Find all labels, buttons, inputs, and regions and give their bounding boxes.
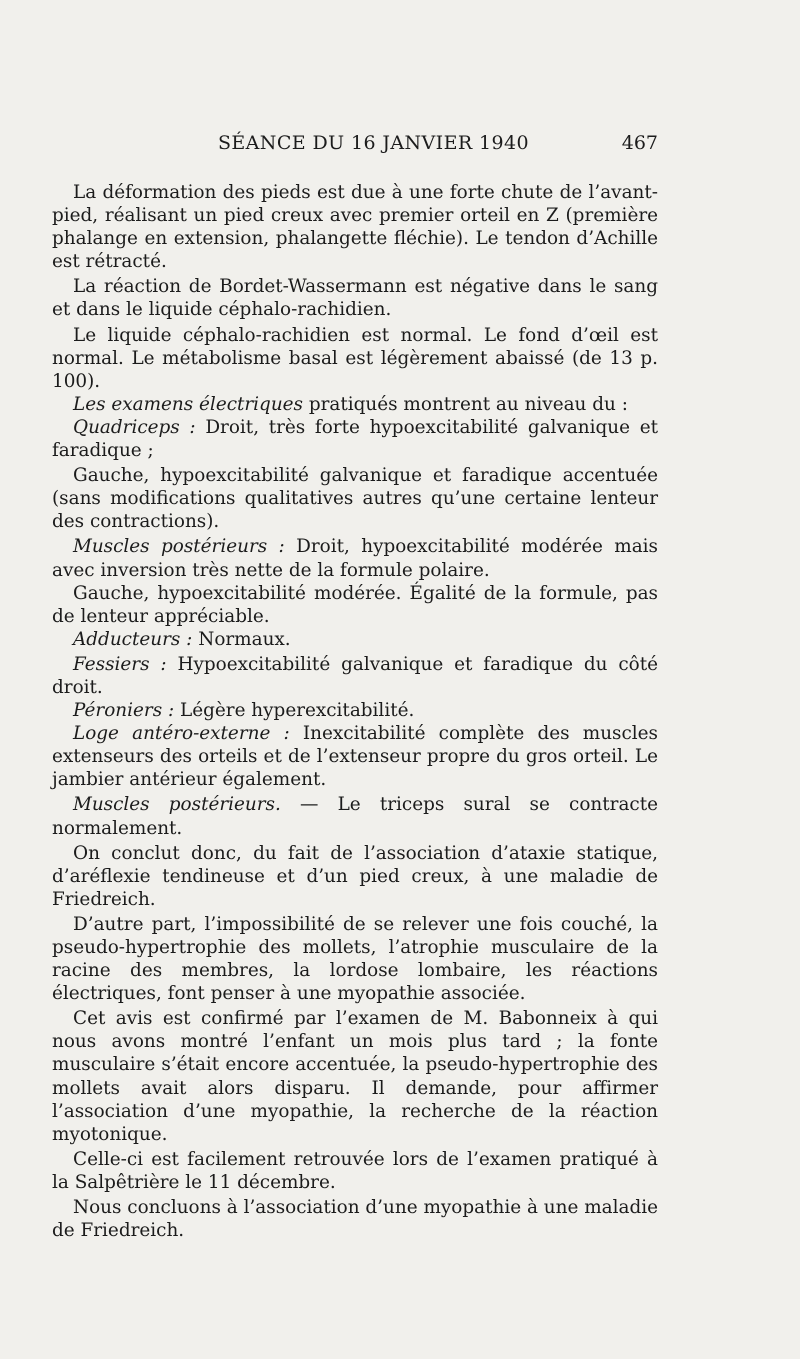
paragraph-quadriceps-left: Gauche, hypoexcitabilité galvanique et faradique accentuée (sans modifications qualitatives autres qu’une certaine lenteur des contractions). (52, 465, 658, 533)
paragraph-peroneals: Péroniers : Légère hyperexcitabilité. (73, 700, 415, 722)
paragraph-lead: Quadriceps : (73, 416, 196, 438)
paragraph-quadriceps: Quadriceps : Droit, très forte hypoexcitabilité galvanique et faradique ; (52, 416, 658, 462)
paragraph-gluteals: Fessiers : Hypoexcitabilité galvanique et faradique du côté droit. (52, 653, 658, 698)
paragraph-lead: Les examens électriques (73, 393, 303, 415)
paragraph-salpetriere: Celle-ci est facilement retrouvée lors de l’examen pratiqué à la Salpêtrière le 11 décembre. (52, 1148, 658, 1193)
paragraph-electrical-exams: Les examens électriques pratiqués montrent au niveau du : (73, 393, 628, 415)
paragraph-anterolateral: Loge antéro-externe : Inexcitabilité complète des muscles extenseurs des orteils et de l’extenseur propre du gros orteil. Le jambier antérieur également. (52, 723, 658, 791)
paragraph-lead: Muscles postérieurs : (73, 536, 285, 558)
paragraph-foot-deformation: La déformation des pieds est due à une forte chute de l’avant-pied, réalisant un pied creux avec premier orteil en Z (première phalange en extension, phalangette fléchie). Le tendon d’Achille est rétracté. (52, 182, 658, 273)
paragraph-wassermann: La réaction de Bordet-Wassermann est négative dans le sang et dans le liquide céphalo-rachidien. (52, 276, 658, 321)
paragraph-adductors: Adducteurs : Normaux. (73, 628, 291, 650)
paragraph-lead: Péroniers : (73, 700, 175, 722)
running-title: SÉANCE DU 16 JANVIER 1940 (218, 132, 529, 154)
paragraph-lead: Adducteurs : (73, 628, 193, 650)
paragraph-lead: Loge antéro-externe : (73, 723, 290, 745)
page-number: 467 (621, 132, 658, 154)
paragraph-csf-metabolism: Le liquide céphalo-rachidien est normal. Le fond d’œil est normal. Le métabolisme basal est légèrement abaissé (de 13 p. 100). (52, 324, 658, 392)
body-text (52, 181, 658, 1242)
paragraph-conclusion-friedreich: On conclut donc, du fait de l’association d’ataxie statique, d’aréflexie tendineuse et d’un pied creux, à une maladie de Friedreich. (52, 842, 658, 910)
paragraph-triceps-sural: Muscles postérieurs. — Le triceps sural se contracte normalement. (52, 794, 658, 839)
paragraph-myopathy-signs: D’autre part, l’impossibilité de se relever une fois couché, la pseudo-hypertrophie des mollets, l’atrophie musculaire de la racine des membres, la lordose lombaire, les réactions électriques, font penser à une myopathie associée. (52, 913, 658, 1005)
paragraph-lead: Muscles postérieurs. (73, 794, 281, 816)
page-header (50, 132, 658, 158)
paragraph-lead: Fessiers : (73, 653, 167, 675)
paragraph-final-conclusion: Nous concluons à l’association d’une myopathie à une maladie de Friedreich. (52, 1197, 658, 1242)
paragraph-posterior-muscles: Muscles postérieurs : Droit, hypoexcitabilité modérée mais avec inversion très nette de la formule polaire. (52, 536, 658, 581)
paragraph-babonneix: Cet avis est confirmé par l’examen de M. Babonneix à qui nous avons montré l’enfant un mois plus tard ; la fonte musculaire s’était encore accentuée, la pseudo-hypertrophie des mollets avait alors disparu. Il demande, pour affirmer l’association d’une myopathie, la recherche de la réaction myotonique. (52, 1008, 658, 1145)
paragraph-posterior-left: Gauche, hypoexcitabilité modérée. Égalité de la formule, pas de lenteur appréciable. (52, 582, 658, 627)
